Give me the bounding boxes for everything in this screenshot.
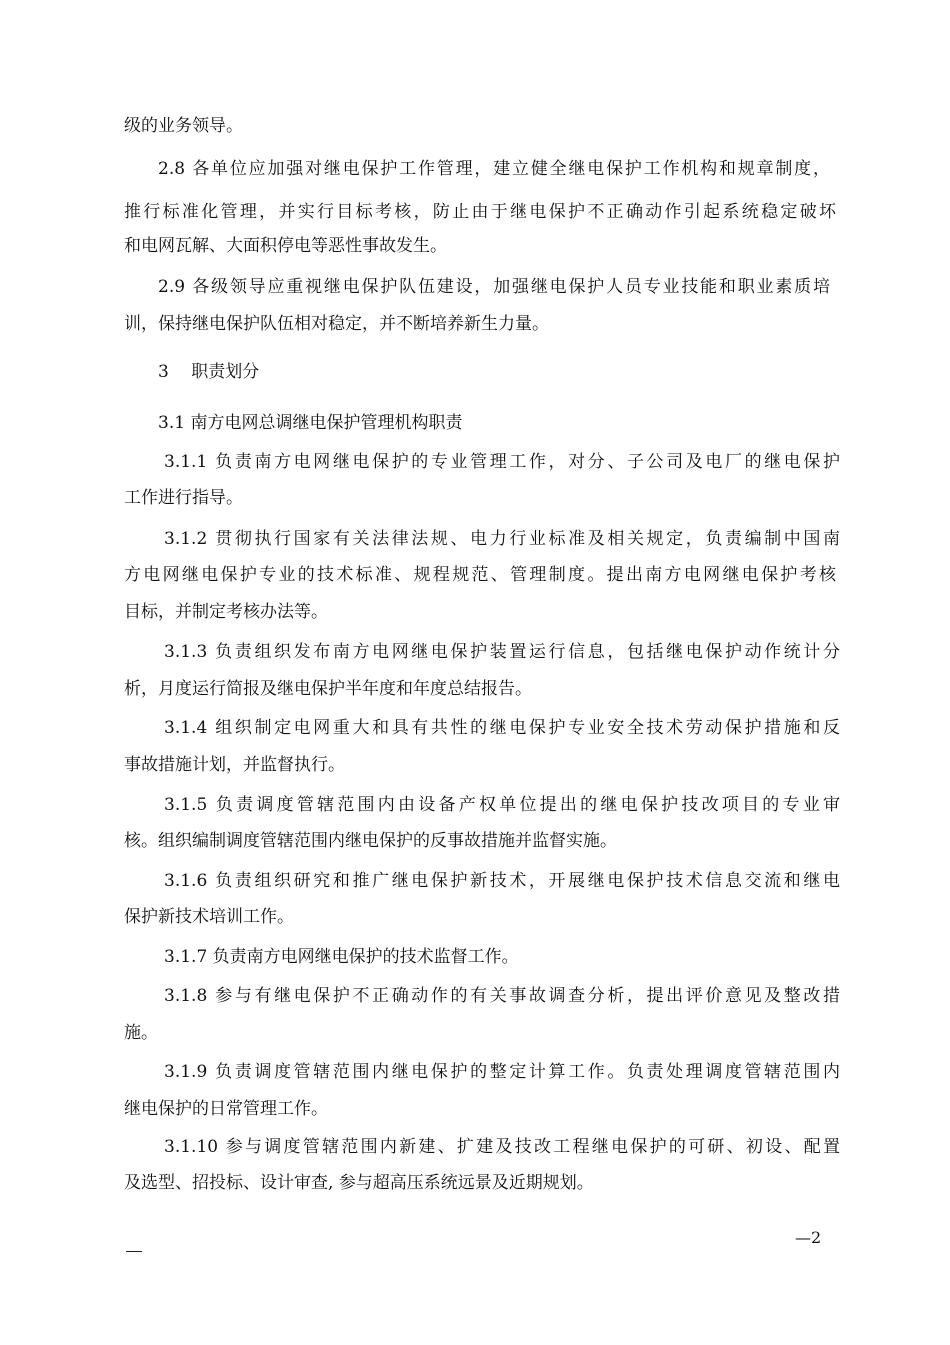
item-3-1-8: 3.1.8 参与有继电保护不正确动作的有关事故调查分析，提出评价意见及整改措 <box>164 986 840 1006</box>
text-line: 保护新技术培训工作。 <box>124 907 294 927</box>
item-3-1-5: 3.1.5 负责调度管辖范围内由设备产权单位提出的继电保护技改项目的专业审 <box>164 795 840 815</box>
text-line: 事故措施计划，并监督执行。 <box>124 755 345 775</box>
text-line: 目标，并制定考核办法等。 <box>124 602 328 622</box>
section-3-1-heading: 3.1 南方电网总调继电保护管理机构职责 <box>158 413 463 433</box>
item-3-1-2: 3.1.2 贯彻执行国家有关法律法规、电力行业标准及相关规定，负责编制中国南 <box>164 529 840 549</box>
section-3-heading: 3 职责划分 <box>158 362 260 382</box>
text-line: 训，保持继电保护队伍相对稳定，并不断培养新生力量。 <box>124 314 549 334</box>
item-3-1-6: 3.1.6 负责组织研究和推广继电保护新技术，开展继电保护技术信息交流和继电 <box>164 871 840 891</box>
item-3-1-7: 3.1.7 负责南方电网继电保护的技术监督工作。 <box>164 947 519 967</box>
footer-rule <box>126 1251 142 1252</box>
text-line: 和电网瓦解、大面积停电等恶性事故发生。 <box>124 236 447 256</box>
text-line: 工作进行指导。 <box>124 488 243 508</box>
item-3-1-10: 3.1.10 参与调度管辖范围内新建、扩建及技改工程继电保护的可研、初设、配置 <box>164 1137 840 1157</box>
section-2-9-line-1: 2.9 各级领导应重视继电保护队伍建设，加强继电保护人员专业技能和职业素质培 <box>158 277 830 297</box>
item-3-1-3: 3.1.3 负责组织发布南方电网继电保护装置运行信息，包括继电保护动作统计分 <box>164 642 840 662</box>
section-2-8-line-1: 2.8 各单位应加强对继电保护工作管理，建立健全继电保护工作机构和规章制度， <box>158 159 830 179</box>
text-line: 方电网继电保护专业的技术标准、规程规范、管理制度。提出南方电网继电保护考核 <box>124 565 836 585</box>
text-line: 析，月度运行简报及继电保护半年度和年度总结报告。 <box>124 679 532 699</box>
text-line: 及选型、招投标、设计审查, 参与超高压系统远景及近期规划。 <box>124 1173 594 1193</box>
text-line: 推行标准化管理，并实行目标考核，防止由于继电保护不正确动作引起系统稳定破坏 <box>124 202 836 222</box>
page-number: —2 <box>795 1228 822 1247</box>
item-3-1-4: 3.1.4 组织制定电网重大和具有共性的继电保护专业安全技术劳动保护措施和反 <box>164 718 840 738</box>
text-line: 核。组织编制调度管辖范围内继电保护的反事故措施并监督实施。 <box>124 831 617 851</box>
item-3-1-9: 3.1.9 负责调度管辖范围内继电保护的整定计算工作。负责处理调度管辖范围内 <box>164 1062 840 1082</box>
text-line: 施。 <box>124 1023 158 1043</box>
text-line: 继电保护的日常管理工作。 <box>124 1099 328 1119</box>
item-3-1-1: 3.1.1 负责南方电网继电保护的专业管理工作，对分、子公司及电厂的继电保护 <box>164 452 840 472</box>
text-line: 级的业务领导。 <box>124 116 243 136</box>
